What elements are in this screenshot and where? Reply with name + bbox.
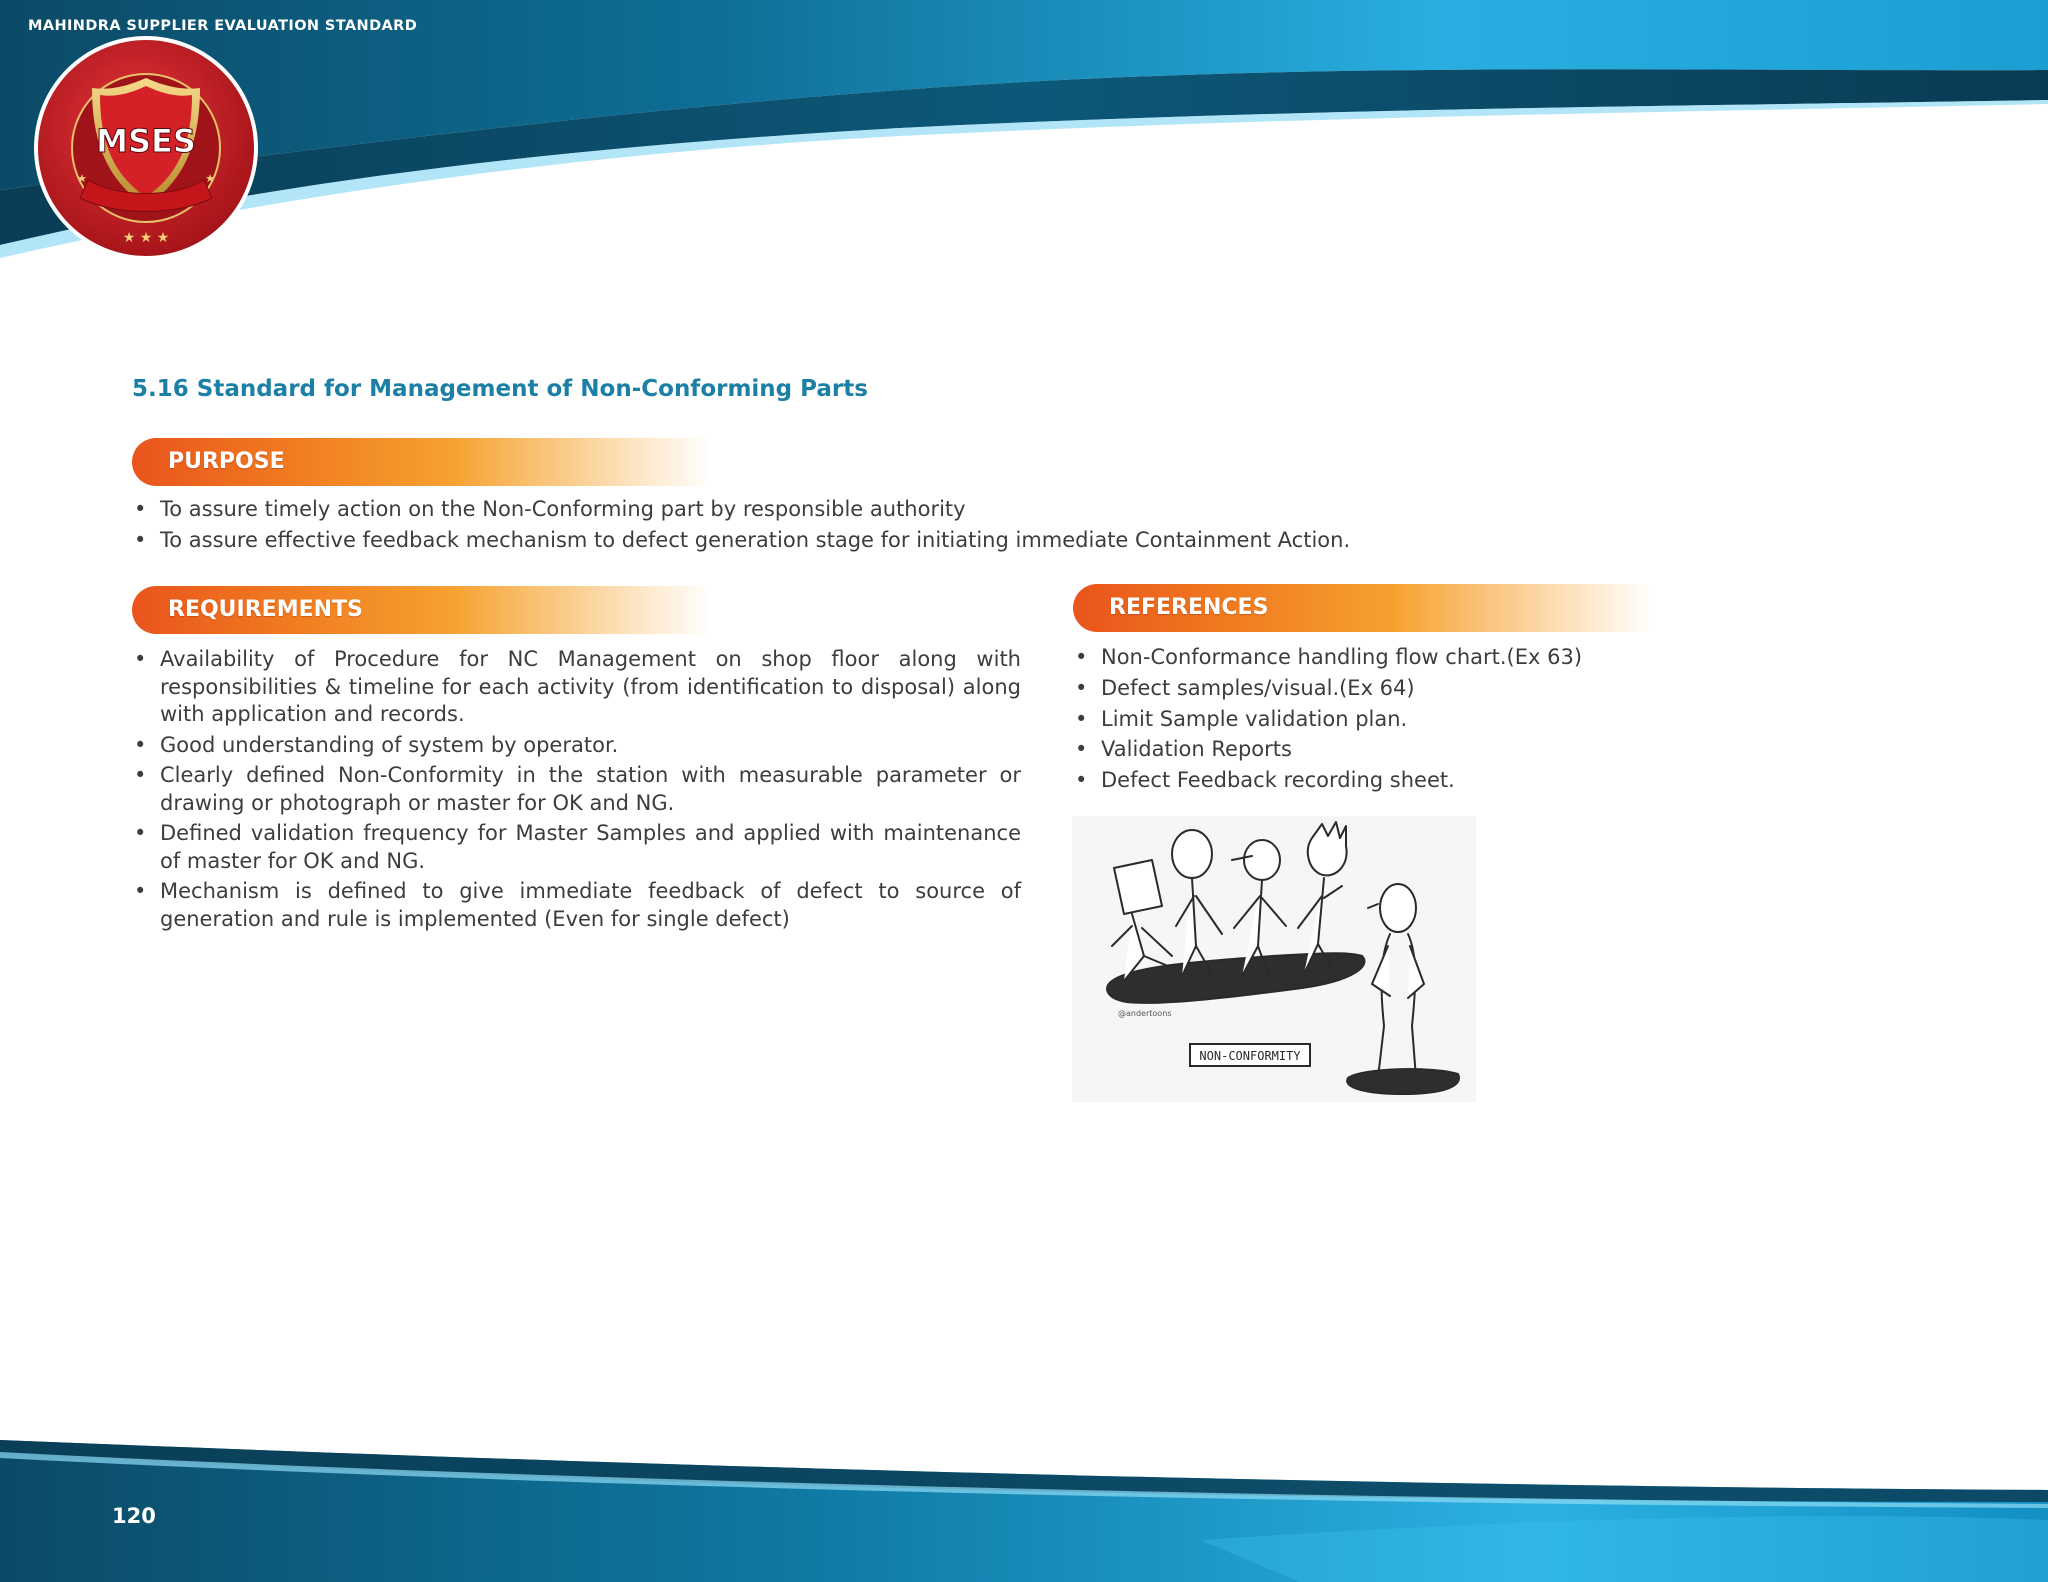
purpose-list — [131, 496, 1531, 557]
references-list — [1072, 644, 1772, 798]
footer-band — [0, 1440, 2048, 1582]
list-item: • Availability of Procedure for NC Management on shop floor along with responsibilities & timeline for each activity (from identification to disposal) along with application and records. — [131, 646, 1021, 729]
list-item: • Defect Feedback recording sheet. — [1072, 767, 1772, 795]
list-item: • Limit Sample validation plan. — [1072, 706, 1772, 734]
svg-text:★ ★ ★: ★ ★ ★ — [122, 230, 170, 246]
page-number: 120 — [112, 1504, 156, 1528]
svg-text:★: ★ — [77, 172, 87, 185]
purpose-heading: PURPOSE — [132, 438, 712, 486]
list-item: • Non-Conformance handling flow chart.(Ex 63) — [1072, 644, 1772, 672]
list-item: • Clearly defined Non-Conformity in the station with measurable parameter or drawing or photograph or master for OK and NG. — [131, 762, 1021, 817]
list-item: • Validation Reports — [1072, 736, 1772, 764]
list-item: • To assure effective feedback mechanism to defect generation stage for initiating immediate Containment Action. — [131, 527, 1531, 555]
section-title: 5.16 Standard for Management of Non-Conforming Parts — [132, 376, 868, 402]
cartoon-signature: @andertoons — [1118, 1009, 1172, 1018]
logo-ring-text: MAHINDRA SUPPLIER EVALUATION STANDARD — [28, 18, 418, 34]
svg-text:★: ★ — [205, 172, 215, 185]
non-conformity-cartoon — [1072, 816, 1476, 1102]
list-item: • Good understanding of system by operator. — [131, 732, 1021, 760]
mses-logo — [28, 18, 418, 266]
list-item: • Defined validation frequency for Master Samples and applied with maintenance of master for OK and NG. — [131, 820, 1021, 875]
list-item: • Defect samples/visual.(Ex 64) — [1072, 675, 1772, 703]
logo-shield-text: MSES — [96, 122, 196, 160]
references-heading: REFERENCES — [1073, 584, 1653, 632]
requirements-list — [131, 646, 1021, 936]
cartoon-sign-text: NON-CONFORMITY — [1199, 1049, 1301, 1063]
header-band — [0, 0, 2048, 260]
list-item: • Mechanism is defined to give immediate feedback of defect to source of generation and rule is implemented (Even for single defect) — [131, 878, 1021, 933]
requirements-heading: REQUIREMENTS — [132, 586, 712, 634]
list-item: • To assure timely action on the Non-Conforming part by responsible authority — [131, 496, 1531, 524]
